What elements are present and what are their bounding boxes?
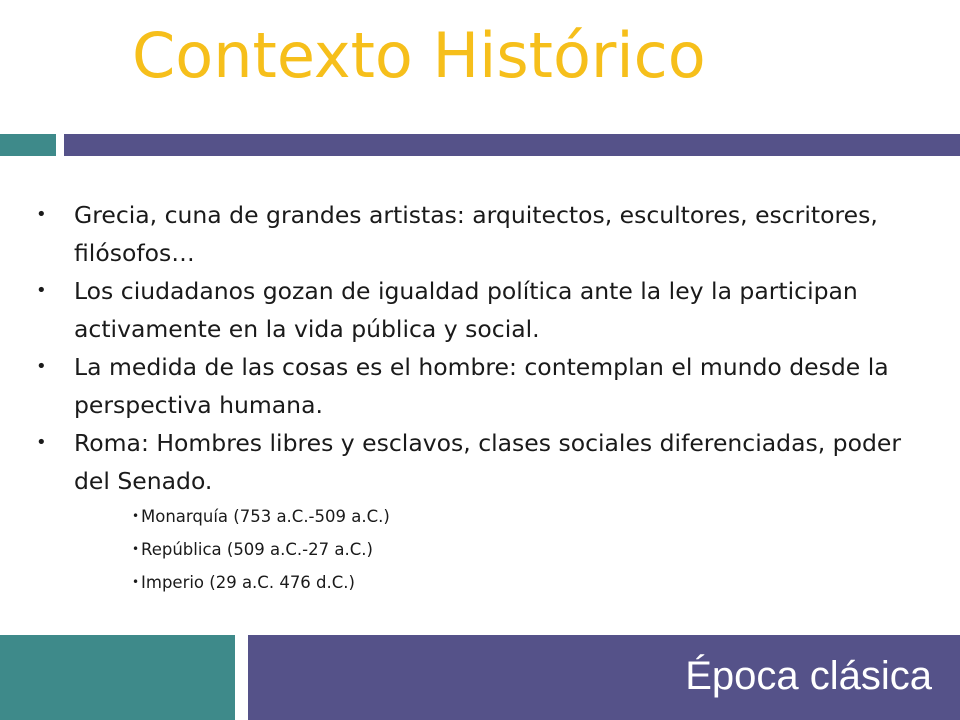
sub-bullet-icon: • [132, 509, 140, 523]
bullet-item [36, 272, 916, 348]
top-right-accent-bar [64, 134, 960, 156]
top-left-accent-bar [0, 134, 56, 156]
bullet-icon: • [36, 356, 47, 377]
sub-bullet-icon: • [132, 575, 140, 589]
sub-bullet-item [36, 500, 916, 533]
sub-bullet-text: República (509 a.C.-27 a.C.) [141, 540, 373, 559]
sub-bullet-item [36, 533, 916, 566]
bullet-item [36, 196, 916, 272]
bullet-text: La medida de las cosas es el hombre: contemplan el mundo desde la perspectiva humana. [74, 353, 889, 419]
bullet-icon: • [36, 280, 47, 301]
bullet-text: Los ciudadanos gozan de igualdad política ante la ley la participan activamente en la vida pública y social. [74, 277, 858, 343]
sub-bullet-icon: • [132, 542, 140, 556]
bottom-left-accent-block [0, 635, 235, 720]
bullet-icon: • [36, 204, 47, 225]
sub-bullet-text: Monarquía (753 a.C.-509 a.C.) [141, 507, 390, 526]
bullet-item [36, 348, 916, 424]
sub-bullet-item [36, 566, 916, 599]
bullet-text: Grecia, cuna de grandes artistas: arquitectos, escultores, escritores, filósofos… [74, 201, 878, 267]
sub-bullet-text: Imperio (29 a.C. 476 d.C.) [141, 573, 355, 592]
slide-title: Contexto Histórico [132, 19, 706, 92]
slide-content [36, 196, 916, 599]
bullet-text: Roma: Hombres libres y esclavos, clases sociales diferenciadas, poder del Senado. [74, 429, 901, 495]
bullet-icon: • [36, 432, 47, 453]
bullet-item [36, 424, 916, 500]
section-label: Época clásica [685, 654, 932, 698]
